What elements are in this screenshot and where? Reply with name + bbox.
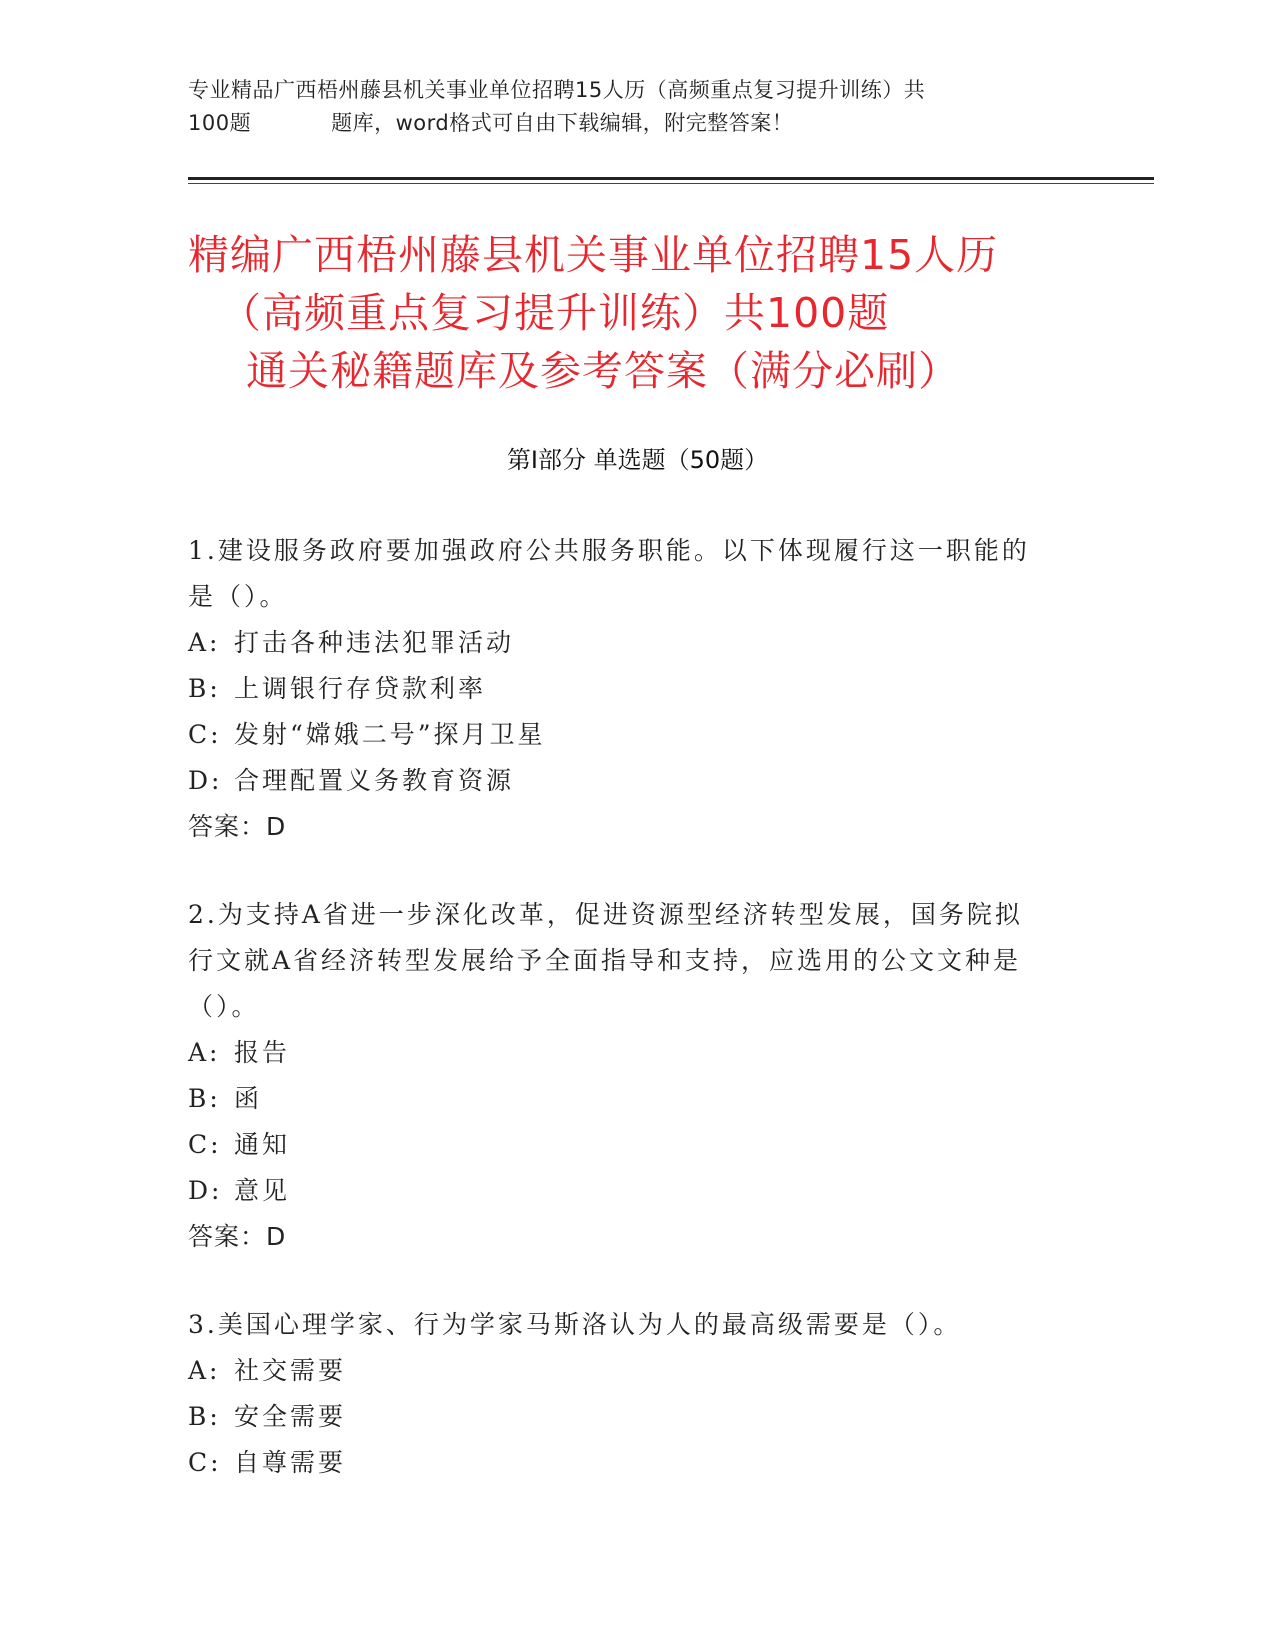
option-key: A: — [188, 1038, 221, 1067]
header-divider-thin — [188, 183, 1154, 184]
option-text: 报告 — [234, 1038, 291, 1067]
header-divider-thick — [188, 177, 1154, 180]
header-line-2 — [188, 107, 1078, 140]
answer-option — [188, 1440, 1068, 1486]
option-key: D: — [188, 1176, 223, 1205]
header-line-2-text: 题库，word格式可自由下载编辑，附完整答案！ — [331, 111, 794, 135]
option-key: C: — [188, 1448, 222, 1477]
answer-option — [188, 758, 1068, 804]
answer-option — [188, 1168, 1068, 1214]
option-text: 上调银行存贷款利率 — [234, 674, 487, 703]
answer-option — [188, 1348, 1068, 1394]
option-key: A: — [188, 1356, 221, 1385]
answer-option — [188, 620, 1068, 666]
answer-key: 答案：D — [188, 812, 287, 841]
answer-key: 答案：D — [188, 1222, 287, 1251]
option-key: A: — [188, 628, 221, 657]
option-key: B: — [188, 674, 221, 703]
question-stem-line: （）。 — [188, 992, 260, 1021]
option-key: C: — [188, 720, 222, 749]
document-title — [188, 226, 1088, 400]
question-item — [188, 1302, 1068, 1486]
option-text: 合理配置义务教育资源 — [234, 766, 515, 795]
option-key: B: — [188, 1402, 221, 1431]
question-stem-line: 3.美国心理学家、行为学家马斯洛认为人的最高级需要是（）。 — [188, 1310, 962, 1339]
answer-option — [188, 1122, 1068, 1168]
answer-option — [188, 1030, 1068, 1076]
question-item — [188, 892, 1068, 1260]
option-text: 发射“嫦娥二号”探月卫星 — [234, 720, 546, 749]
title-line-3: 通关秘籍题库及参考答案（满分必刷） — [246, 347, 960, 395]
header-line-1: 专业精品广西梧州藤县机关事业单位招聘15人历（高频重点复习提升训练）共 — [188, 78, 926, 102]
option-text: 意见 — [234, 1176, 291, 1205]
title-line-2: （高频重点复习提升训练）共100题 — [220, 289, 890, 337]
answer-option — [188, 712, 1068, 758]
document-header — [188, 74, 1078, 140]
header-line-2-count: 100题 — [188, 111, 252, 135]
option-text: 通知 — [234, 1130, 291, 1159]
answer-option — [188, 1076, 1068, 1122]
option-key: B: — [188, 1084, 221, 1113]
option-key: C: — [188, 1130, 222, 1159]
option-text: 安全需要 — [234, 1402, 347, 1431]
title-line-1: 精编广西梧州藤县机关事业单位招聘15人历 — [188, 231, 999, 279]
option-text: 社交需要 — [234, 1356, 347, 1385]
option-text: 自尊需要 — [234, 1448, 347, 1477]
question-stem-line: 1.建设服务政府要加强政府公共服务职能。以下体现履行这一职能的 — [188, 536, 1030, 565]
answer-option — [188, 1394, 1068, 1440]
option-text: 打击各种违法犯罪活动 — [234, 628, 515, 657]
option-key: D: — [188, 766, 223, 795]
question-stem-line: 2.为支持A省进一步深化改革，促进资源型经济转型发展，国务院拟 — [188, 900, 1023, 929]
question-stem-line: 行文就A省经济转型发展给予全面指导和支持，应选用的公文文种是 — [188, 946, 1022, 975]
question-list — [188, 528, 1068, 1528]
section-heading: 第Ⅰ部分 单选题（50题） — [506, 446, 769, 474]
question-item — [188, 528, 1068, 850]
question-stem-line: 是（）。 — [188, 582, 288, 611]
answer-option — [188, 666, 1068, 712]
option-text: 函 — [234, 1084, 263, 1113]
